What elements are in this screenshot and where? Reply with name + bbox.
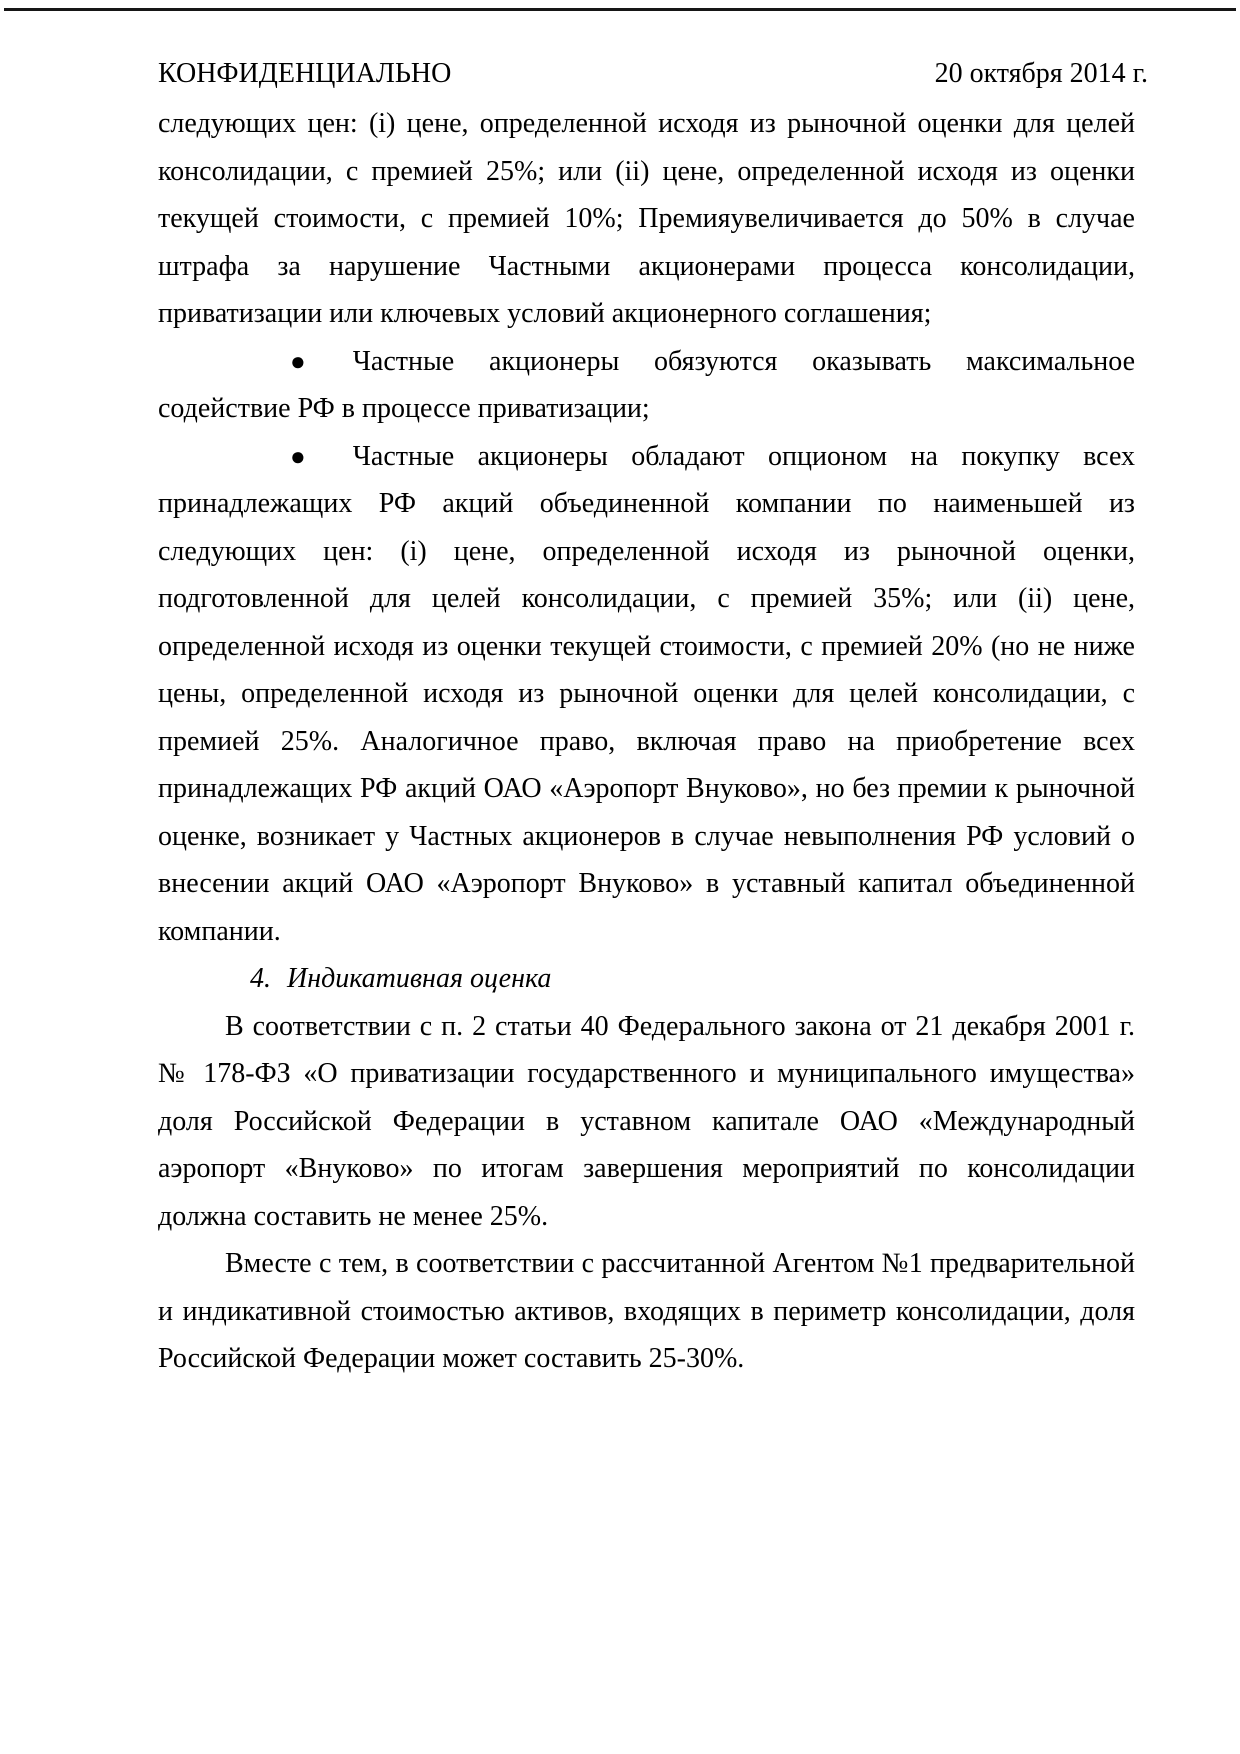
bullet-text: Частные акционеры обладают опционом на покупку всех принадлежащих РФ акций объединенной компании по наименьшей из следующих цен: (i) цене, определенной исходя из рыночной оценки, подготовленной для целей консолидации, с премией 35%; или (ii) цене, определенной исходя из оценки текущей стоимости, с премией 20% (но не ниже цены, определенной исходя из рыночной оценки для целей консолидации, с премией 25%. Аналогичное право, включая право на приобретение всех принадлежащих РФ акций ОАО «Аэропорт Внуково», но без премии к рыночной оценке, возникает у Частных акционеров в случае невыполнения РФ условий о внесении акций ОАО «Аэропорт Внуково» в уставный капитал объединенной компании. bbox=[158, 440, 1135, 947]
paragraph-price-terms: следующих цен: (i) цене, определенной исходя из рыночной оценки для целей консолидации, с премией 25%; или (ii) цене, определенной исходя из оценки текущей стоимости, с премией 10%; Премияувеличивается до 50% в случае штрафа за нарушение Частными акционерами процесса консолидации, приватизации или ключевых условий акционерного соглашения; bbox=[158, 108, 1135, 329]
page-top-border bbox=[4, 8, 1236, 11]
section-title: Индикативная оценка bbox=[287, 963, 552, 994]
bullet-item-assistance bbox=[158, 338, 1135, 433]
bullet-icon: ● bbox=[290, 441, 306, 471]
section-number: 4. bbox=[250, 963, 271, 994]
paragraph-indicative-share: Вместе с тем, в соответствии с рассчитанной Агентом №1 предварительной и индикативной стоимостью активов, входящих в периметр консолидации, доля Российской Федерации может составить 25-30%. bbox=[158, 1248, 1135, 1374]
section-heading bbox=[158, 955, 1135, 1003]
paragraph-law-reference: В соответствии с п. 2 статьи 40 Федерального закона от 21 декабря 2001 г. № 178-ФЗ «О приватизации государственного и муниципального имущества» доля Российской Федерации в уставном капитале ОАО «Международный аэропорт «Внуково» по итогам завершения мероприятий по консолидации должна составить не менее 25%. bbox=[158, 1010, 1135, 1232]
document-body bbox=[158, 100, 1135, 1383]
classification-label: КОНФИДЕНЦИАЛЬНО bbox=[158, 58, 452, 89]
bullet-text: Частные акционеры обязуются оказывать максимальное содействие РФ в процессе приватизации; bbox=[158, 345, 1135, 424]
header-date: 20 октября 2014 г. bbox=[934, 58, 1148, 89]
bullet-item-option bbox=[158, 433, 1135, 956]
bullet-icon: ● bbox=[290, 346, 306, 376]
page-header bbox=[158, 57, 1148, 91]
